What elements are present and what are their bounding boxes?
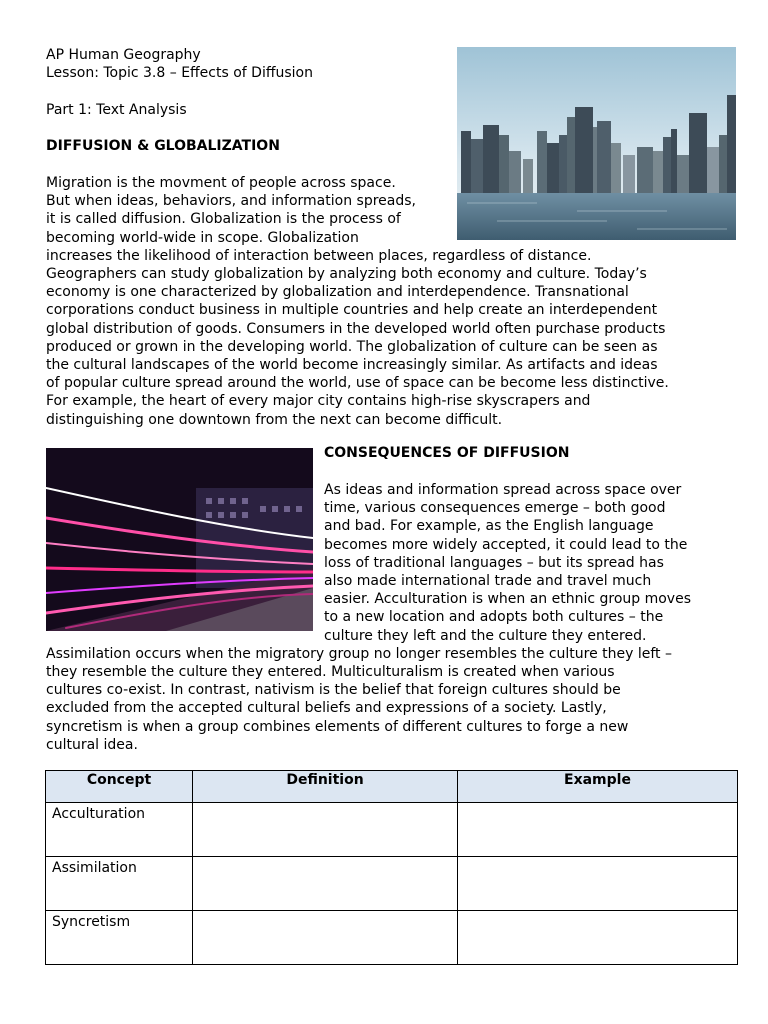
text-line: As ideas and information spread across space over [324,482,682,498]
text-line: But when ideas, behaviors, and information spreads, [46,193,416,210]
text-line: loss of traditional languages – but its spread has [324,554,664,571]
concept-cell: Syncretism [46,911,193,965]
column-header-definition: Definition [193,771,458,803]
column-header-concept: Concept [46,771,193,803]
table-row [46,857,738,911]
lesson-title: Lesson: Topic 3.8 – Effects of Diffusion [46,65,313,82]
text-line: the cultural landscapes of the world become increasingly similar. As artifacts and ideas [46,357,658,374]
text-line: Geographers can study globalization by analyzing both economy and culture. Today’s [46,266,647,283]
text-line: of popular culture spread around the world, use of space can be become less distinctive. [46,375,669,392]
text-line: becomes more widely accepted, it could lead to the [324,536,688,553]
table-row [46,911,738,965]
text-line: cultural idea. [46,736,138,753]
globalization-paragraph [46,174,669,429]
section-heading-globalization: DIFFUSION & GLOBALIZATION [46,138,280,154]
text-line: distinguishing one downtown from the next can become difficult. [46,411,503,428]
text-line: it is called diffusion. Globalization is the process of [46,211,401,228]
text-line: easier. Acculturation is when an ethnic group moves [324,591,692,608]
text-line: produced or grown in the developing world. The globalization of culture can be seen as [46,338,658,355]
text-line: Assimilation occurs when the migratory group no longer resembles the culture they left – [46,645,673,662]
definition-cell[interactable] [193,803,458,857]
section-heading-consequences: CONSEQUENCES OF DIFFUSION [324,445,570,461]
course-title: AP Human Geography [46,47,201,63]
column-header-example: Example [458,771,738,803]
text-line: increases the likelihood of interaction between places, regardless of distance. [46,247,592,264]
text-line: cultures co-exist. In contrast, nativism is the belief that foreign cultures should be [46,682,621,699]
text-line: global distribution of goods. Consumers in the developed world often purchase products [46,320,666,337]
example-cell[interactable] [458,857,738,911]
text-line: Migration is the movment of people across space. [46,175,396,191]
text-line: For example, the heart of every major city contains high-rise skyscrapers and [46,393,591,410]
text-line: to a new location and adopts both cultures – the [324,609,664,626]
text-line: time, various consequences emerge – both good [324,500,666,517]
part-label: Part 1: Text Analysis [46,102,187,118]
text-line: economy is one characterized by globalization and interdependence. Transnational [46,284,629,301]
text-line: corporations conduct business in multiple countries and help create an interdependent [46,302,658,319]
document-header [46,46,313,82]
text-line: they resemble the culture they entered. Multiculturalism is created when various [46,664,615,681]
text-line: syncretism is when a group combines elements of different cultures to forge a new [46,718,629,735]
definition-cell[interactable] [193,911,458,965]
text-line: becoming world-wide in scope. Globalization [46,229,359,246]
concept-cell: Assimilation [46,857,193,911]
concepts-table [45,770,738,965]
example-cell[interactable] [458,803,738,857]
text-line: excluded from the accepted cultural beliefs and expressions of a society. Lastly, [46,700,607,717]
text-line: culture they left and the culture they entered. [324,627,647,644]
text-line: also made international trade and travel much [324,573,652,590]
definition-cell[interactable] [193,857,458,911]
text-line: and bad. For example, as the English language [324,518,654,535]
table-row [46,803,738,857]
example-cell[interactable] [458,911,738,965]
table-header-row [46,771,738,803]
consequences-paragraph [46,481,691,754]
concept-cell: Acculturation [46,803,193,857]
